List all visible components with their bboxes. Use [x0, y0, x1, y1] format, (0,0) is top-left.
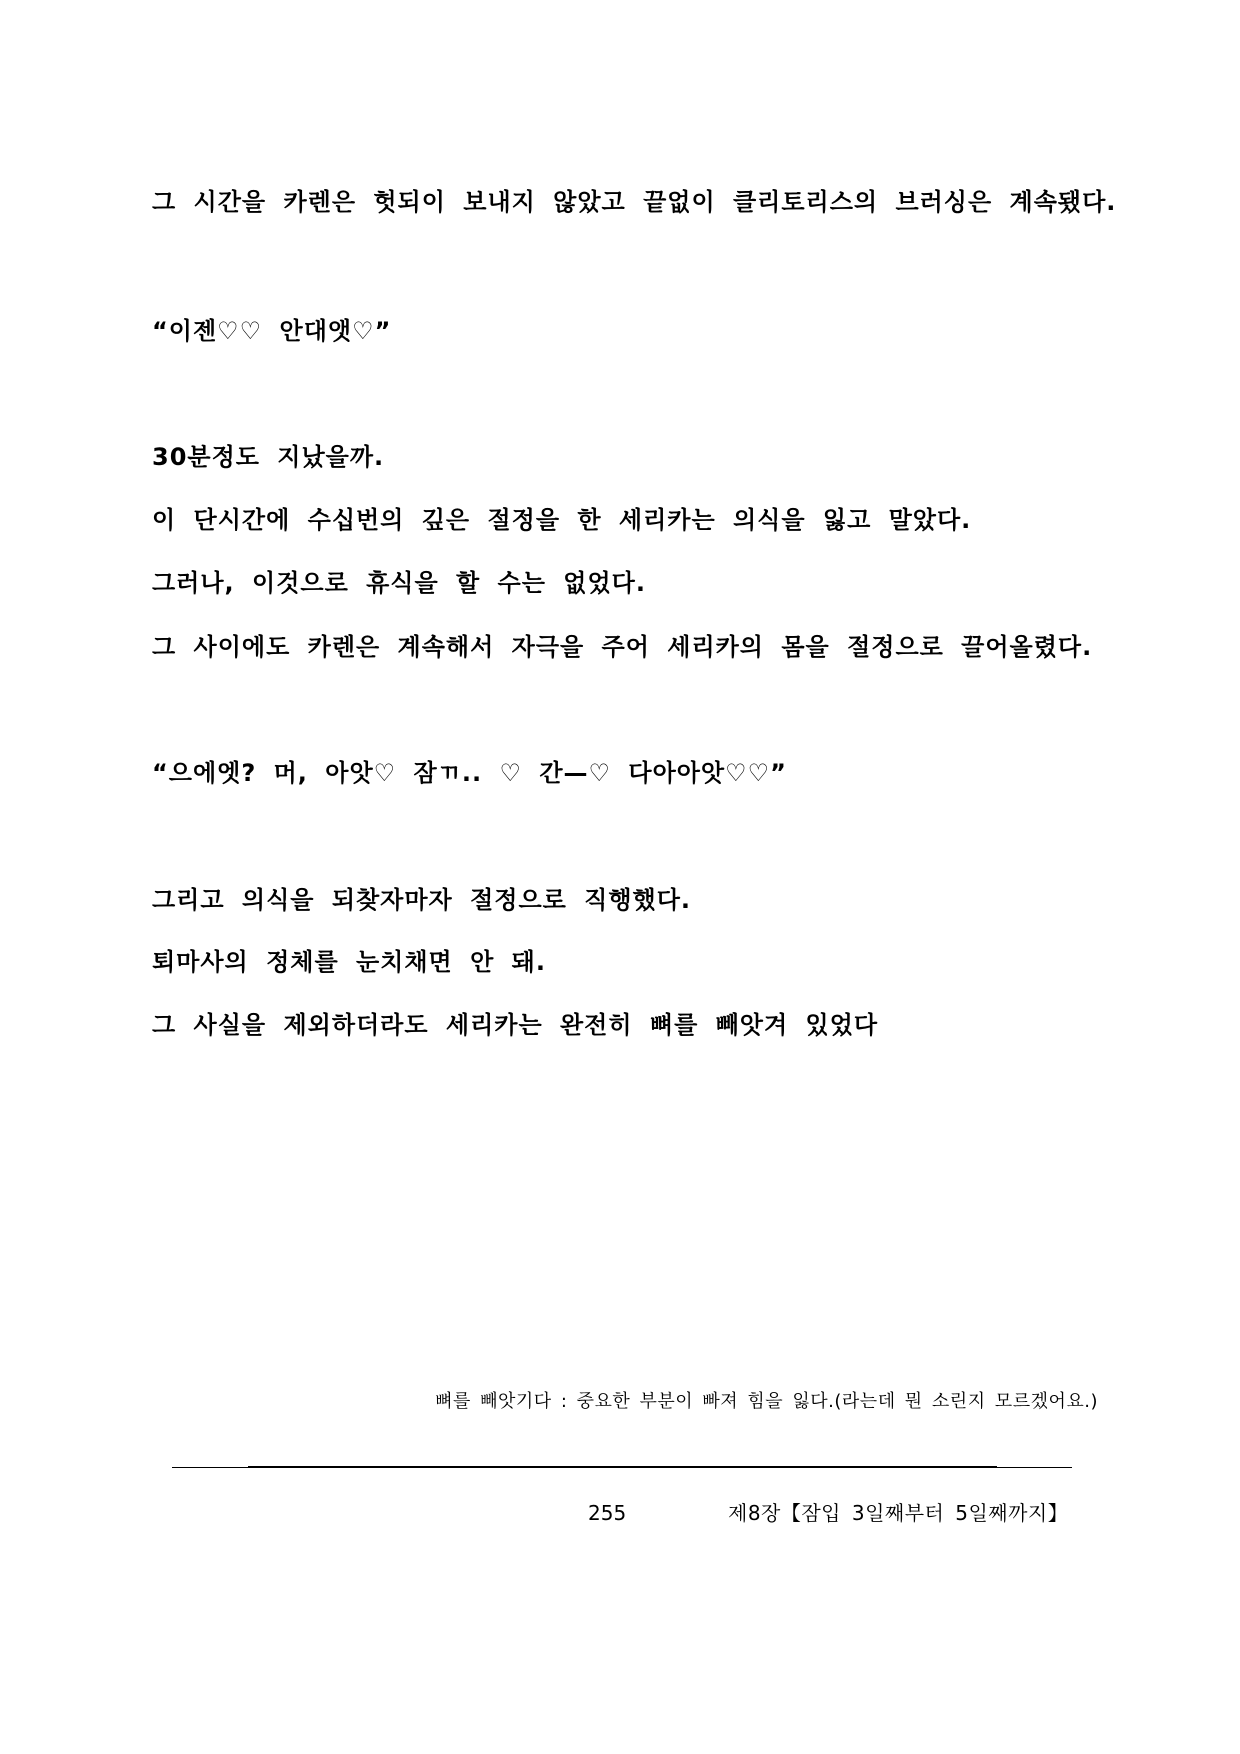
paragraph-5: 그 사이에도 카렌은 계속해서 자극을 주어 세리카의 몸을 절정으로 끌어올렸다.: [152, 633, 1093, 661]
dialogue-2: “으에엣? 머, 아앗♡ 잠ㄲ.. ♡ 간—♡ 다아아앗♡♡”: [152, 759, 787, 787]
paragraph-6: 그리고 의식을 되찾자마자 절정으로 직행했다.: [152, 886, 692, 914]
paragraph-8: 그 사실을 제외하더라도 세리카는 완전히 뼈를 빼앗겨 있었다: [152, 1011, 879, 1039]
paragraph-4: 그러나, 이것으로 휴식을 할 수는 없었다.: [152, 569, 646, 597]
page-number: 255: [588, 1501, 627, 1525]
paragraph-7: 퇴마사의 정체를 눈치채면 안 돼.: [152, 948, 546, 976]
paragraph-3: 이 단시간에 수십번의 깊은 절정을 한 세리카는 의식을 잃고 말았다.: [152, 506, 972, 534]
footer-divider-thick: [248, 1466, 997, 1468]
chapter-title: 제8장【잠입 3일째부터 5일째까지】: [728, 1501, 1069, 1525]
footnote: 뼈를 빼앗기다 : 중요한 부분이 빠져 힘을 잃다.(라는데 뭔 소린지 모르겠어요.): [435, 1391, 1098, 1412]
dialogue-1: “이젠♡♡ 안대앳♡”: [152, 317, 392, 345]
paragraph-2: 30분정도 지났을까.: [152, 443, 385, 471]
paragraph-1: 그 시간을 카렌은 헛되이 보내지 않았고 끝없이 클리토리스의 브러싱은 계속됐다.: [152, 188, 1117, 216]
